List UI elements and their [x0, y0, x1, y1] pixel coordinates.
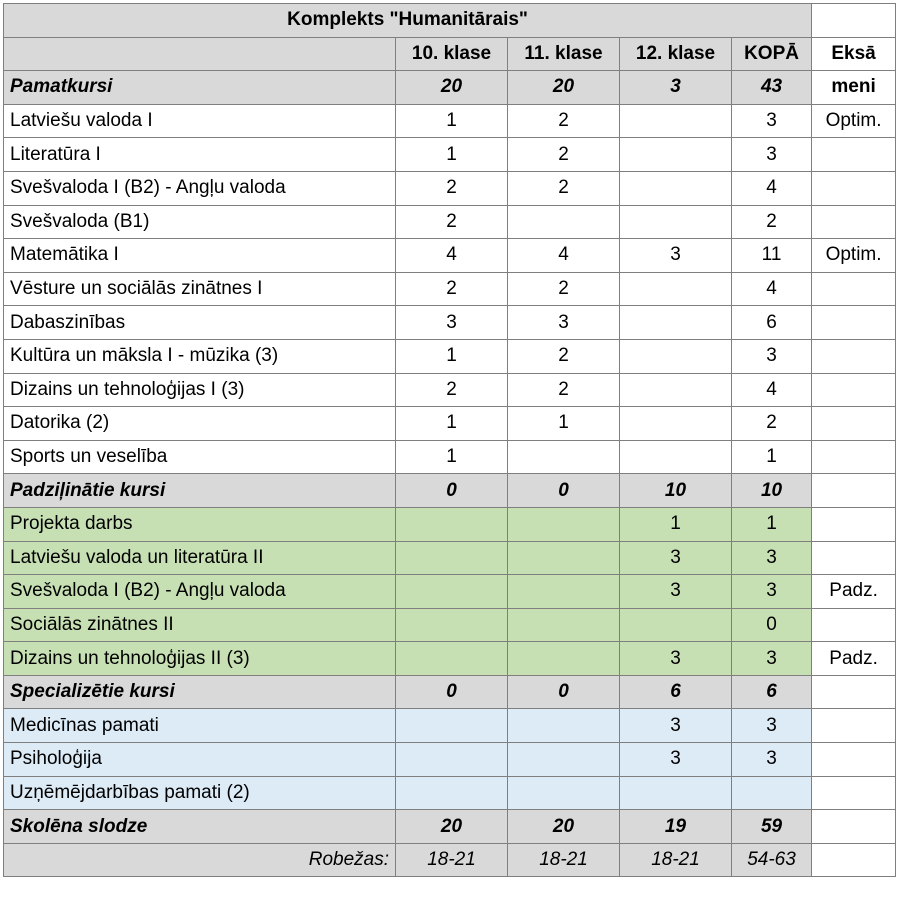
section-total: 0	[396, 675, 508, 709]
hours-cell: 1	[508, 407, 620, 441]
limits-row	[4, 843, 896, 877]
hours-cell	[620, 776, 732, 810]
hours-cell: 2	[508, 339, 620, 373]
section-total: 6	[620, 675, 732, 709]
exam-cell	[812, 205, 896, 239]
empty-cell	[812, 474, 896, 508]
limit-value: 18-21	[508, 843, 620, 877]
total-cell: 4	[732, 272, 812, 306]
table-row	[4, 440, 896, 474]
exam-cell	[812, 709, 896, 743]
curriculum-table	[3, 3, 896, 877]
hours-cell: 2	[396, 171, 508, 205]
total-cell	[732, 776, 812, 810]
hours-cell	[396, 642, 508, 676]
student-load-label: Skolēna slodze	[4, 810, 396, 844]
course-name: Dabaszinības	[4, 306, 396, 340]
course-name: Latviešu valoda I	[4, 104, 396, 138]
hours-cell	[508, 205, 620, 239]
total-cell: 3	[732, 709, 812, 743]
table-row	[4, 272, 896, 306]
exam-cell	[812, 541, 896, 575]
section-total: 10	[732, 474, 812, 508]
exam-cell: Optim.	[812, 239, 896, 273]
hours-cell	[508, 608, 620, 642]
section-name: Specializētie kursi	[4, 675, 396, 709]
table-row	[4, 373, 896, 407]
course-name: Dizains un tehnoloģijas II (3)	[4, 642, 396, 676]
total-cell: 4	[732, 373, 812, 407]
hours-cell: 1	[396, 339, 508, 373]
section-row	[4, 71, 896, 105]
total-cell: 3	[732, 104, 812, 138]
total-cell: 3	[732, 575, 812, 609]
hours-cell: 3	[620, 239, 732, 273]
hours-cell	[396, 709, 508, 743]
hours-cell: 3	[396, 306, 508, 340]
hours-cell	[620, 339, 732, 373]
total-cell: 1	[732, 440, 812, 474]
exam-cell	[812, 373, 896, 407]
total-cell: 1	[732, 507, 812, 541]
empty-cell	[812, 4, 896, 38]
hours-cell	[508, 440, 620, 474]
hours-cell	[620, 407, 732, 441]
exam-cell: Padz.	[812, 575, 896, 609]
course-name: Uzņēmējdarbības pamati (2)	[4, 776, 396, 810]
hours-cell: 3	[620, 642, 732, 676]
exam-cell: Padz.	[812, 642, 896, 676]
section-total: 43	[732, 71, 812, 105]
hours-cell: 3	[620, 541, 732, 575]
limit-value: 54-63	[732, 843, 812, 877]
section-total: 20	[396, 71, 508, 105]
empty-cell	[4, 37, 396, 71]
exam-cell	[812, 440, 896, 474]
total-cell: 3	[732, 541, 812, 575]
course-name: Kultūra un māksla I - mūzika (3)	[4, 339, 396, 373]
table-row	[4, 776, 896, 810]
total-cell: 3	[732, 339, 812, 373]
total-cell: 3	[732, 743, 812, 777]
section-total: 0	[508, 675, 620, 709]
course-name: Datorika (2)	[4, 407, 396, 441]
exam-cell	[812, 306, 896, 340]
course-name: Medicīnas pamati	[4, 709, 396, 743]
hours-cell	[396, 541, 508, 575]
load-value: 19	[620, 810, 732, 844]
total-cell: 3	[732, 642, 812, 676]
section-total: 6	[732, 675, 812, 709]
hours-cell	[508, 743, 620, 777]
hours-cell	[396, 575, 508, 609]
hours-cell: 3	[620, 709, 732, 743]
section-row	[4, 474, 896, 508]
exam-cell	[812, 339, 896, 373]
hours-cell: 1	[396, 104, 508, 138]
hours-cell	[508, 575, 620, 609]
hours-cell: 1	[396, 440, 508, 474]
table-row	[4, 239, 896, 273]
header-total: KOPĀ	[732, 37, 812, 71]
hours-cell: 2	[508, 104, 620, 138]
hours-cell	[396, 776, 508, 810]
course-name: Sports un veselība	[4, 440, 396, 474]
table-row	[4, 642, 896, 676]
hours-cell	[396, 507, 508, 541]
course-name: Latviešu valoda un literatūra II	[4, 541, 396, 575]
hours-cell: 1	[396, 138, 508, 172]
hours-cell: 2	[396, 205, 508, 239]
limit-value: 18-21	[620, 843, 732, 877]
hours-cell: 2	[508, 138, 620, 172]
exam-cell	[812, 272, 896, 306]
hours-cell	[620, 171, 732, 205]
hours-cell	[508, 776, 620, 810]
hours-cell: 3	[620, 575, 732, 609]
course-name: Sociālās zinātnes II	[4, 608, 396, 642]
section-total: 10	[620, 474, 732, 508]
exam-cell	[812, 743, 896, 777]
load-value: 20	[396, 810, 508, 844]
course-name: Svešvaloda (B1)	[4, 205, 396, 239]
hours-cell: 2	[508, 373, 620, 407]
table-title: Komplekts "Humanitārais"	[4, 4, 812, 38]
section-total: 20	[508, 71, 620, 105]
total-cell: 2	[732, 205, 812, 239]
hours-cell	[620, 608, 732, 642]
exam-cell	[812, 608, 896, 642]
table-row	[4, 541, 896, 575]
hours-cell: 2	[508, 272, 620, 306]
header-exams-cont: meni	[812, 71, 896, 105]
section-name: Pamatkursi	[4, 71, 396, 105]
table-row	[4, 306, 896, 340]
exam-cell	[812, 138, 896, 172]
hours-cell	[620, 306, 732, 340]
hours-cell: 2	[396, 373, 508, 407]
hours-cell	[396, 743, 508, 777]
total-cell: 3	[732, 138, 812, 172]
table-row	[4, 138, 896, 172]
course-name: Matemātika I	[4, 239, 396, 273]
header-grade-12: 12. klase	[620, 37, 732, 71]
exam-cell	[812, 776, 896, 810]
course-name: Literatūra I	[4, 138, 396, 172]
total-cell: 4	[732, 171, 812, 205]
hours-cell	[508, 507, 620, 541]
table-row	[4, 104, 896, 138]
section-name: Padziļinātie kursi	[4, 474, 396, 508]
hours-cell: 4	[396, 239, 508, 273]
section-total: 0	[508, 474, 620, 508]
hours-cell: 3	[508, 306, 620, 340]
hours-cell	[508, 709, 620, 743]
course-name: Projekta darbs	[4, 507, 396, 541]
header-exams: Eksā	[812, 37, 896, 71]
table-row	[4, 507, 896, 541]
hours-cell: 1	[396, 407, 508, 441]
empty-cell	[812, 843, 896, 877]
hours-cell: 1	[620, 507, 732, 541]
hours-cell	[508, 642, 620, 676]
table-row	[4, 575, 896, 609]
course-name: Svešvaloda I (B2) - Angļu valoda	[4, 171, 396, 205]
hours-cell: 4	[508, 239, 620, 273]
hours-cell: 2	[508, 171, 620, 205]
section-total: 0	[396, 474, 508, 508]
section-total: 3	[620, 71, 732, 105]
course-name: Dizains un tehnoloģijas I (3)	[4, 373, 396, 407]
table-row	[4, 205, 896, 239]
hours-cell	[620, 440, 732, 474]
load-value: 20	[508, 810, 620, 844]
course-name: Vēsture un sociālās zinātnes I	[4, 272, 396, 306]
table-row	[4, 171, 896, 205]
table-row	[4, 407, 896, 441]
hours-cell	[620, 104, 732, 138]
total-cell: 11	[732, 239, 812, 273]
total-cell: 2	[732, 407, 812, 441]
hours-cell: 2	[396, 272, 508, 306]
exam-cell: Optim.	[812, 104, 896, 138]
empty-cell	[812, 675, 896, 709]
total-cell: 0	[732, 608, 812, 642]
empty-cell	[812, 810, 896, 844]
table-row	[4, 743, 896, 777]
course-name: Svešvaloda I (B2) - Angļu valoda	[4, 575, 396, 609]
table-row	[4, 608, 896, 642]
hours-cell	[620, 272, 732, 306]
table-row	[4, 709, 896, 743]
total-cell: 6	[732, 306, 812, 340]
exam-cell	[812, 171, 896, 205]
hours-cell: 3	[620, 743, 732, 777]
hours-cell	[508, 541, 620, 575]
header-grade-10: 10. klase	[396, 37, 508, 71]
hours-cell	[620, 205, 732, 239]
exam-cell	[812, 407, 896, 441]
hours-cell	[396, 608, 508, 642]
section-row	[4, 675, 896, 709]
hours-cell	[620, 373, 732, 407]
header-grade-11: 11. klase	[508, 37, 620, 71]
exam-cell	[812, 507, 896, 541]
student-load-row	[4, 810, 896, 844]
limits-label: Robežas:	[4, 843, 396, 877]
hours-cell	[620, 138, 732, 172]
course-name: Psiholoģija	[4, 743, 396, 777]
limit-value: 18-21	[396, 843, 508, 877]
load-value: 59	[732, 810, 812, 844]
table-row	[4, 339, 896, 373]
